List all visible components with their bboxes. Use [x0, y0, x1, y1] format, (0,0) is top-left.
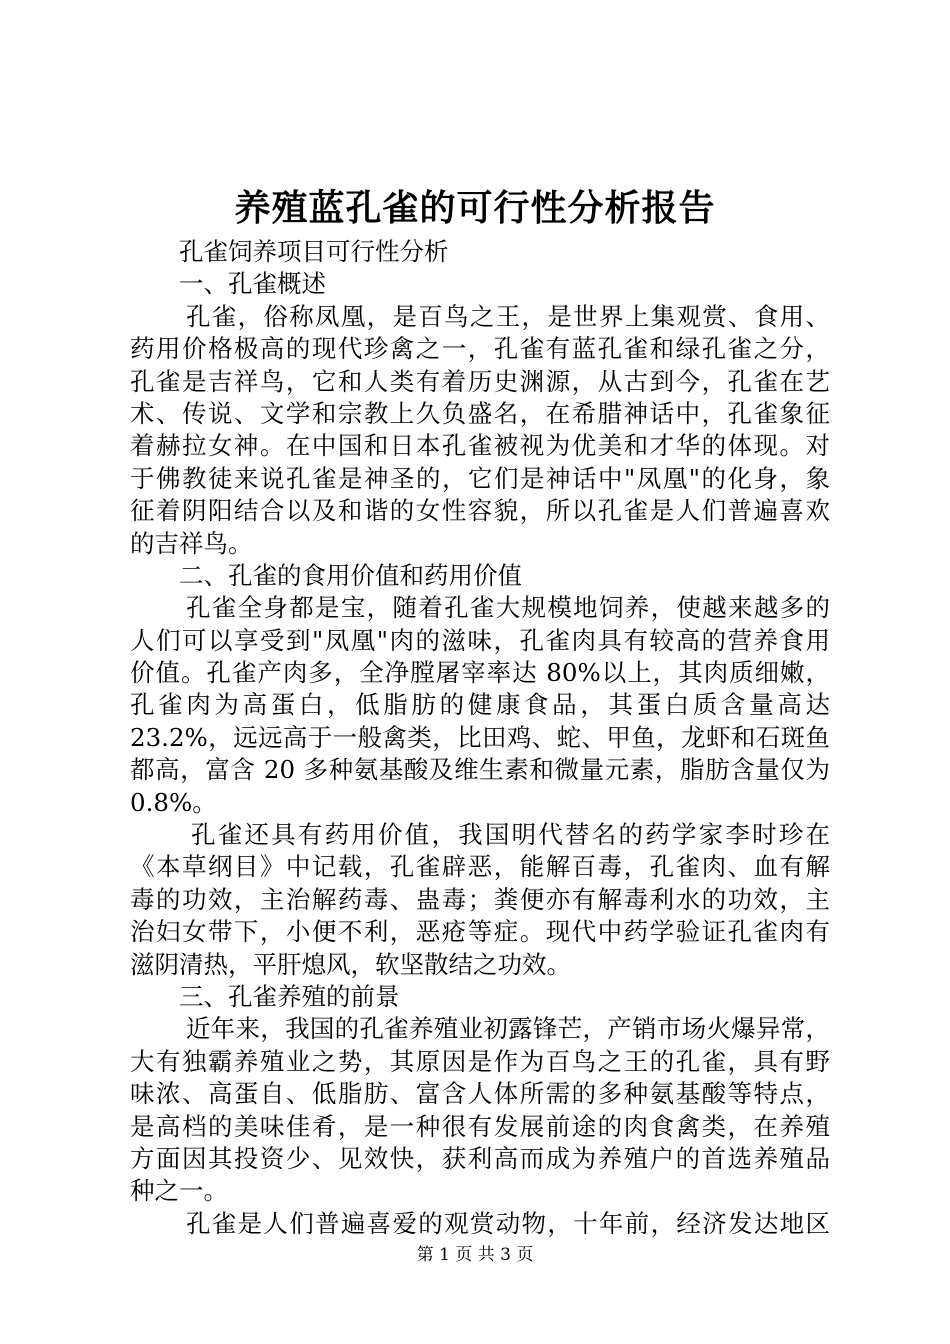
paragraph-line: 着赫拉女神。在中国和日本孔雀被视为优美和才华的体现。对 [130, 431, 830, 461]
paragraph-line: 孔雀还具有药用价值，我国明代替名的药学家李时珍在 [191, 820, 830, 850]
document-title: 养殖蓝孔雀的可行性分析报告 [234, 187, 716, 229]
paragraph-line: 孔雀是吉祥鸟，它和人类有着历史渊源，从古到今，孔雀在艺 [130, 366, 830, 396]
document-body [130, 236, 830, 1240]
paragraph-line: 孔雀肉为高蛋白，低脂肪的健康食品，其蛋白质含量高达 [130, 690, 830, 720]
paragraph-line: 0.8%。 [130, 787, 217, 817]
paragraph-line: 滋阴清热，平肝熄风，软坚散结之功效。 [130, 949, 571, 979]
paragraph-line: 的吉祥鸟。 [130, 528, 253, 558]
paragraph-line: 术、传说、文学和宗教上久负盛名，在希腊神话中，孔雀象征 [130, 398, 830, 428]
paragraph-line: 是高档的美味佳肴，是一种很有发展前途的肉食禽类，在养殖 [130, 1111, 830, 1141]
paragraph-line: 方面因其投资少、见效快，获利高而成为养殖户的首选养殖品 [130, 1143, 830, 1173]
paragraph-line: 治妇女带下，小便不利，恶疮等症。现代中药学验证孔雀肉有 [130, 917, 830, 947]
paragraph-line: 征着阴阳结合以及和谐的女性容貌，所以孔雀是人们普遍喜欢 [130, 496, 830, 526]
paragraph-line: 近年来，我国的孔雀养殖业初露锋芒，产销市场火爆异常， [186, 1014, 830, 1044]
paragraph-line: 人们可以享受到"凤凰"肉的滋味，孔雀肉具有较高的营养食用 [130, 625, 830, 655]
page-footer: 第 1 页 共 3 页 [416, 1245, 534, 1265]
section-heading-line: 三、孔雀养殖的前景 [179, 981, 400, 1011]
section-heading-line: 一、孔雀概述 [179, 269, 326, 299]
section-heading-line: 二、孔雀的食用价值和药用价值 [179, 560, 522, 590]
paragraph-line: 都高，富含 20 多种氨基酸及维生素和微量元素，脂肪含量仅为 [130, 755, 830, 785]
paragraph-line: 《本草纲目》中记载，孔雀辟恶，能解百毒，孔雀肉、血有解 [130, 852, 830, 882]
paragraph-line: 孔雀全身都是宝，随着孔雀大规模地饲养，使越来越多的 [186, 593, 830, 623]
paragraph-line: 价值。孔雀产肉多，全净膛屠宰率达 80%以上，其肉质细嫩， [130, 658, 830, 688]
paragraph-line: 23.2%，远远高于一般禽类，比田鸡、蛇、甲鱼，龙虾和石斑鱼 [130, 722, 830, 752]
paragraph-line: 种之一。 [130, 1176, 228, 1206]
paragraph-line: 孔雀是人们普遍喜爱的观赏动物，十年前，经济发达地区 [186, 1208, 830, 1238]
paragraph-line: 孔雀，俗称凤凰，是百鸟之王，是世界上集观赏、食用、 [186, 301, 830, 331]
section-heading-line: 孔雀饲养项目可行性分析 [179, 237, 449, 266]
paragraph-line: 毒的功效，主治解药毒、蛊毒；粪便亦有解毒利水的功效，主 [130, 884, 830, 914]
paragraph-line: 大有独霸养殖业之势，其原因是作为百鸟之王的孔雀，具有野 [130, 1046, 830, 1076]
paragraph-line: 于佛教徒来说孔雀是神圣的，它们是神话中"凤凰"的化身，象 [130, 463, 830, 493]
paragraph-line: 药用价格极高的现代珍禽之一，孔雀有蓝孔雀和绿孔雀之分， [130, 334, 830, 364]
paragraph-line: 味浓、高蛋自、低脂肪、富含人体所需的多种氨基酸等特点， [130, 1079, 830, 1109]
